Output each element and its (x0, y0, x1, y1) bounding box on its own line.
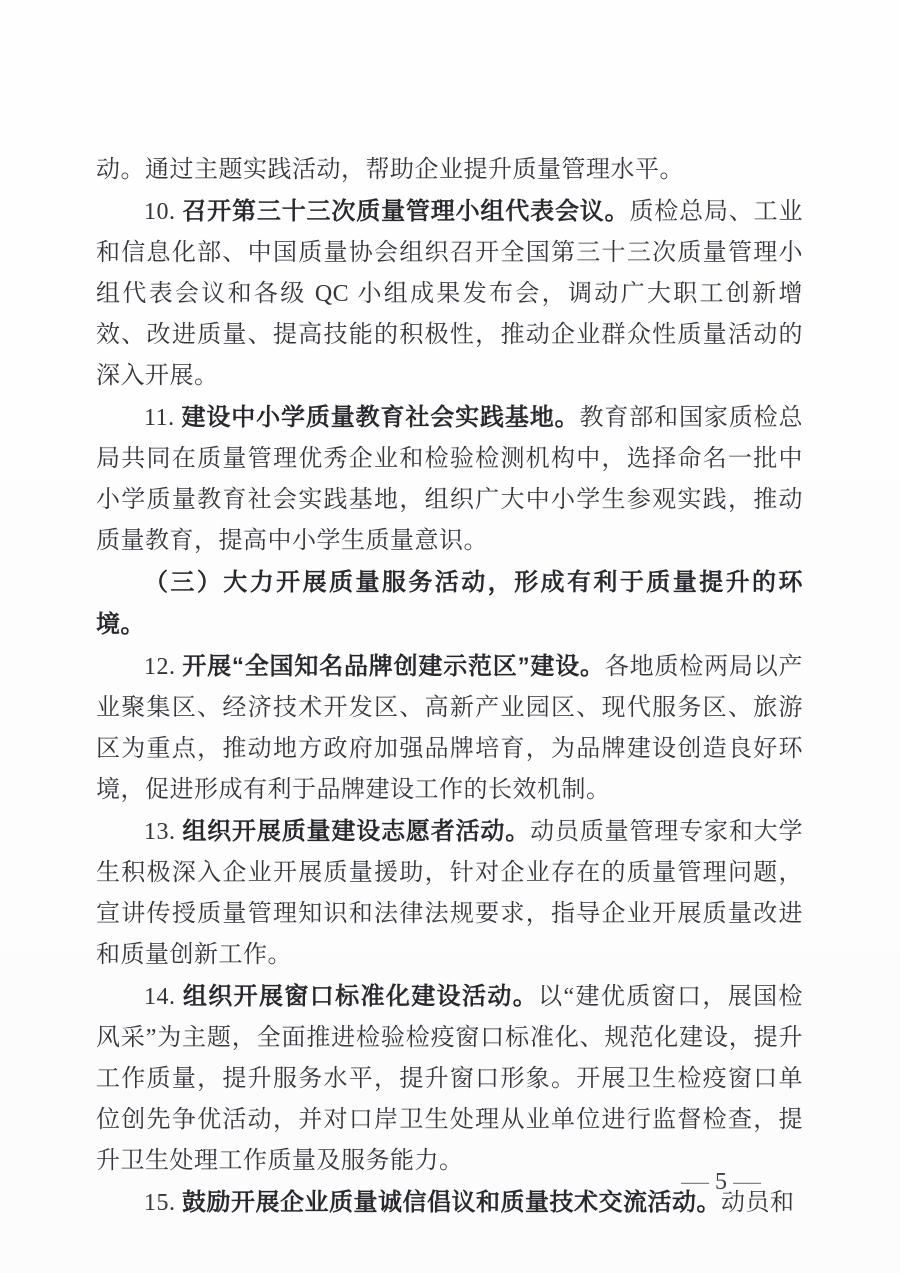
paragraph-item-13 (96, 811, 803, 976)
paragraph-body-text: 动。通过主题实践活动，帮助企业提升质量管理水平。 (96, 157, 684, 183)
paragraph-body-text: 各地质检两局以产业聚集区、经济技术开发区、高新产业园区、现代服务区、旅游区为重点，推动地方政府加强品牌培育，为品牌建设创造良好环境，促进形成有利于品牌建设工作的长效机制。 (96, 654, 804, 803)
paragraph-continuation (96, 150, 803, 191)
paragraph-item-10 (96, 191, 803, 397)
page-number: 5 (715, 1169, 727, 1195)
section-heading-3 (96, 562, 803, 646)
paragraph-body-text: 动员和 (721, 1190, 795, 1216)
footer-dash-right: — (733, 1169, 761, 1195)
paragraph-heading-text: 建设中小学质量教育社会实践基地。 (181, 404, 580, 431)
paragraph-item-14 (96, 976, 803, 1182)
paragraph-heading-text: 鼓励开展企业质量诚信倡议和质量技术交流活动。 (182, 1189, 721, 1216)
paragraph-number: 10. (144, 199, 183, 225)
paragraph-number: 15. (144, 1190, 182, 1216)
paragraph-heading-text: （三）大力开展质量服务活动，形成有利于质量提升的环境。 (96, 569, 803, 638)
document-body (96, 150, 803, 1224)
paragraph-number: 11. (144, 405, 182, 431)
paragraph-body-text: 质检总局、工业和信息化部、中国质量协会组织召开全国第三十三次质量管理小组代表会议和各级 QC 小组成果发布会，调动广大职工创新增效、改进质量、提高技能的积极性，推动企业群众性质量活动的深入开展。 (96, 199, 804, 389)
page-footer (683, 1168, 759, 1196)
paragraph-number: 13. (144, 819, 183, 845)
footer-dash-left: — (681, 1169, 709, 1195)
paragraph-body-text: 动员质量管理专家和大学生积极深入企业开展质量援助，针对企业存在的质量管理问题，宣讲传授质量管理知识和法律法规要求，指导企业开展质量改进和质量创新工作。 (96, 819, 804, 968)
paragraph-heading-text: 组织开展质量建设志愿者活动。 (182, 818, 531, 845)
paragraph-item-12 (96, 646, 803, 811)
paragraph-body-text: 教育部和国家质检总局共同在质量管理优秀企业和检验检测机构中，选择命名一批中小学质量教育社会实践基地，组织广大中小学生参观实践，推动质量教育，提高中小学生质量意识。 (96, 405, 804, 554)
paragraph-body-text: 以“建优质窗口，展国检风采”为主题，全面推进检验检疫窗口标准化、规范化建设，提升工作质量，提升服务水平，提升窗口形象。开展卫生检疫窗口单位创先争优活动，并对口岸卫生处理从业单位进行监督检查，提升卫生处理工作质量及服务能力。 (96, 984, 803, 1174)
paragraph-number: 14. (144, 984, 183, 1010)
paragraph-heading-text: 召开第三十三次质量管理小组代表会议。 (182, 198, 630, 225)
paragraph-heading-text: 开展“全国知名品牌创建示范区”建设。 (182, 653, 605, 680)
paragraph-heading-text: 组织开展窗口标准化建设活动。 (182, 983, 539, 1010)
paragraph-item-11 (96, 397, 803, 562)
paragraph-number: 12. (144, 654, 183, 680)
